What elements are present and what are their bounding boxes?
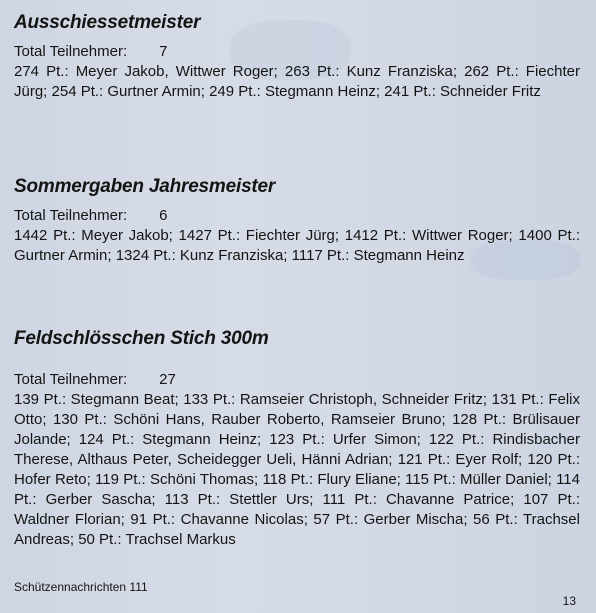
section-title: Feldschlösschen Stich 300m xyxy=(14,328,269,349)
total-count: 6 xyxy=(159,207,168,224)
participant-total xyxy=(14,42,580,62)
total-count: 7 xyxy=(159,43,168,60)
results-text: 139 Pt.: Stegmann Beat; 133 Pt.: Ramseier Christoph, Schneider Fritz; 131 Pt.: Felix Otto; 130 Pt.: Schöni Hans, Rauber Roberto, Ramseier Bruno; 128 Pt.: Brülisauer Jolande; 124 Pt.: Stegmann Heinz; 123 Pt.: Urfer Simon; 122 Pt.: Rindisbacher Therese, Althaus Peter, Scheidegger Ueli, Hänni Adrian; 121 Pt.: Eyer Rolf; 120 Pt.: Hofer Reto; 119 Pt.: Schöni Thomas; 118 Pt.: Flury Eliane; 115 Pt.: Müller Daniel; 114 Pt.: Gerber Sascha; 113 Pt.: Stettler Urs; 111 Pt.: Chavanne Patrice; 107 Pt.: Waldner Florian; 91 Pt.: Chavanne Nicolas; 57 Pt.: Gerber Mischa; 56 Pt.: Trachsel Andreas; 50 Pt.: Trachsel Markus xyxy=(14,391,580,548)
total-label: Total Teilnehmer: xyxy=(14,207,128,224)
results-text: 274 Pt.: Meyer Jakob, Wittwer Roger; 263 Pt.: Kunz Franziska; 262 Pt.: Fiechter Jürg; 254 Pt.: Gurtner Armin; 249 Pt.: Stegmann Heinz; 241 Pt.: Schneider Fritz xyxy=(14,63,580,100)
participant-total xyxy=(14,206,580,226)
section-title: Sommergaben Jahresmeister xyxy=(14,176,276,197)
publication-footer: Schützennachrichten 111 xyxy=(14,580,148,594)
results-text: 1442 Pt.: Meyer Jakob; 1427 Pt.: Fiechter Jürg; 1412 Pt.: Wittwer Roger; 1400 Pt.: Gurtner Armin; 1324 Pt.: Kunz Franziska; 1117 Pt.: Stegmann Heinz xyxy=(14,227,580,264)
section-title: Ausschiessetmeister xyxy=(14,12,201,33)
total-count: 27 xyxy=(159,371,176,388)
total-label: Total Teilnehmer: xyxy=(14,371,128,388)
section-sommergaben xyxy=(14,176,580,266)
total-label: Total Teilnehmer: xyxy=(14,43,128,60)
section-feldschloesschen xyxy=(14,328,580,550)
section-ausschiessetmeister xyxy=(14,12,580,102)
page-number: 13 xyxy=(562,594,576,608)
participant-total xyxy=(14,370,580,390)
